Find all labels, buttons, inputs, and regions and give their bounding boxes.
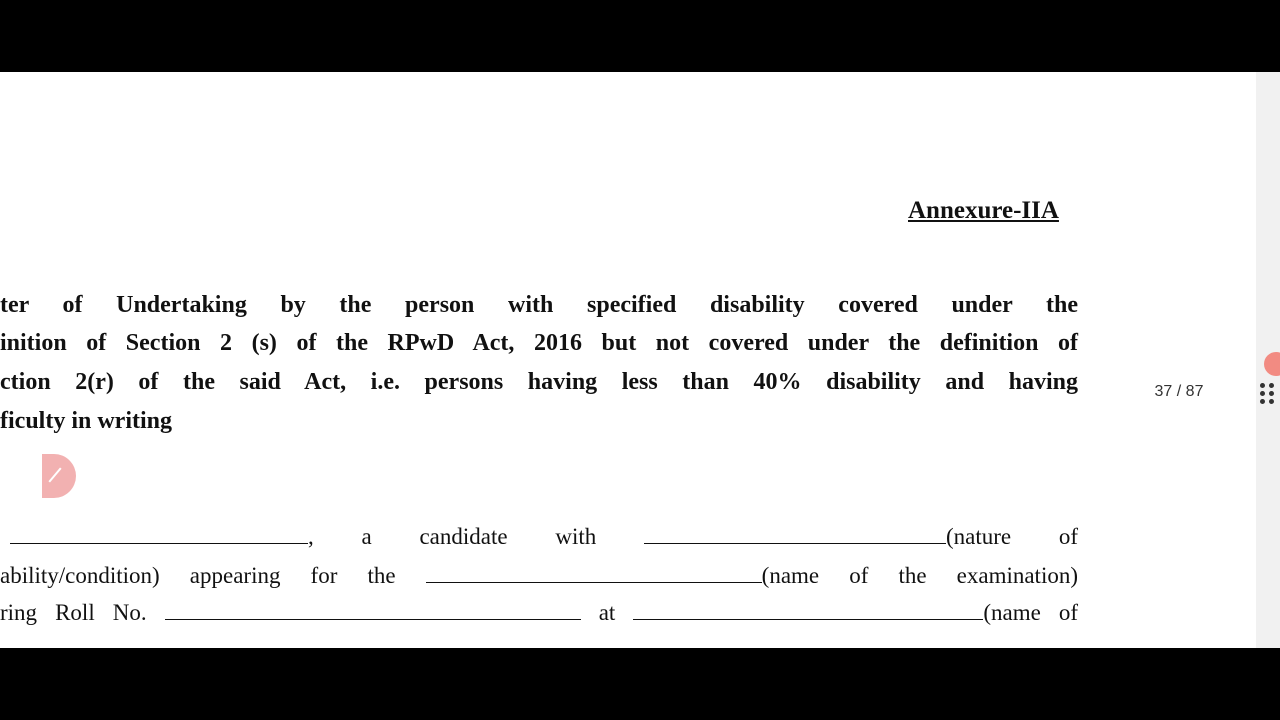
edit-pen-icon[interactable] (42, 454, 76, 498)
text: ability/condition) appearing for the (0, 563, 396, 588)
examination-blank (426, 564, 762, 583)
nature-blank (644, 525, 946, 544)
heading-line: ficulty in writing (0, 408, 172, 434)
heading-line: ction 2(r) of the said Act, i.e. persons having less than 40% disability and having (0, 369, 1078, 395)
text: candidate (419, 524, 508, 549)
text: ring Roll No. (0, 600, 147, 625)
text: (name of (983, 600, 1079, 625)
pdf-viewer[interactable] (0, 72, 1280, 648)
text: at (598, 600, 616, 625)
body-line (0, 600, 1078, 626)
document-page (0, 72, 1256, 648)
page-indicator: 37 / 87 (1140, 374, 1218, 410)
grid-menu-icon[interactable] (1260, 383, 1276, 401)
text: of (1058, 524, 1079, 549)
centre-blank (633, 601, 983, 620)
body-line (0, 524, 1078, 550)
text: with (555, 524, 597, 549)
body-line (0, 563, 1078, 589)
heading-line: ter of Undertaking by the person with specified disability covered under the (0, 292, 1078, 318)
heading-line: inition of Section 2 (s) of the RPwD Act, 2016 but not covered under the definition of (0, 330, 1078, 356)
name-blank (10, 525, 308, 544)
text: (nature (945, 524, 1012, 549)
text: , (308, 524, 314, 549)
text: a (361, 524, 372, 549)
roll-no-blank (165, 601, 581, 620)
text: (name of the examination) (761, 563, 1078, 588)
annexure-title: Annexure-IIA (908, 197, 1059, 224)
